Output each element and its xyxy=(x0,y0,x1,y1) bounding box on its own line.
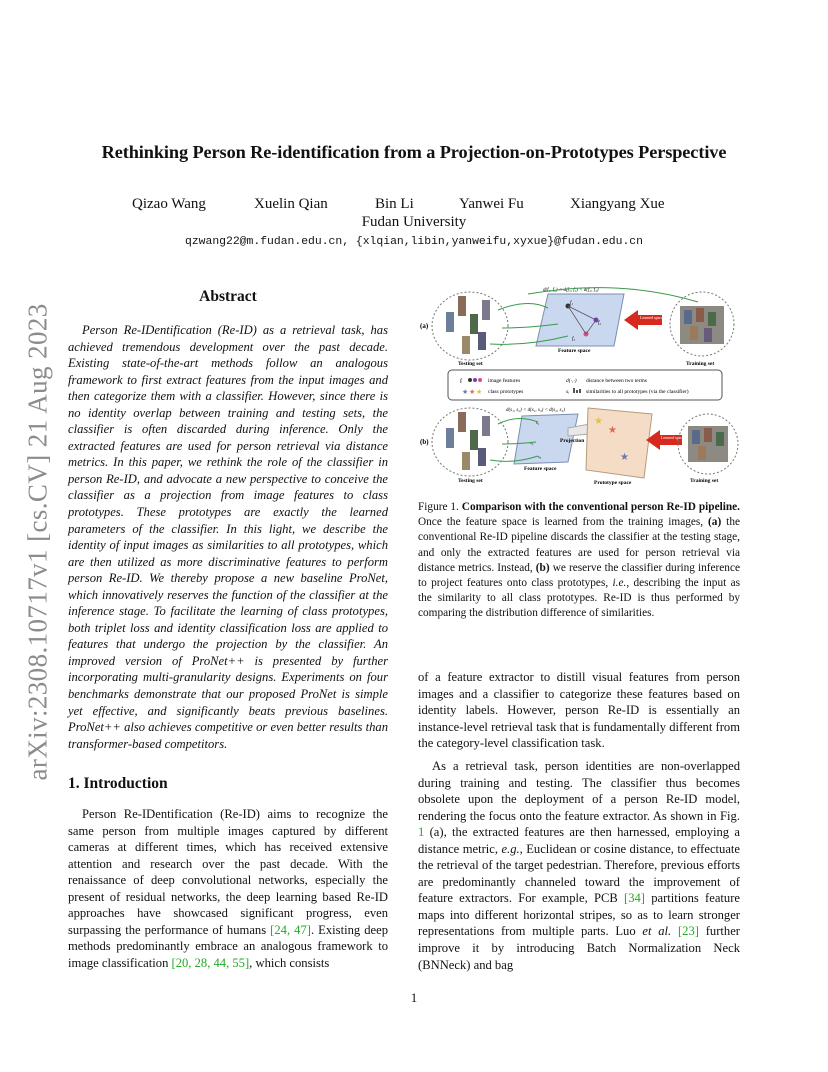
star-icon: ★ xyxy=(594,416,603,427)
caption-text: we reserve the classifier during inference to project features onto class prototypes, xyxy=(418,561,740,590)
section-heading-introduction: 1. Introduction xyxy=(68,775,168,792)
legend-similarities: similarities to all prototypes (via the classifier) xyxy=(586,389,689,395)
paper-title: Rethinking Person Re-identification from a Projection-on-Prototypes Perspective xyxy=(101,142,727,162)
body-text xyxy=(671,924,678,938)
intro-paragraph xyxy=(68,806,388,971)
citation[interactable]: [20, 28, 44, 55] xyxy=(171,955,250,970)
arxiv-stamp: arXiv:2308.10717v1 [cs.CV] 21 Aug 2023 xyxy=(22,303,53,781)
star-icon: ★ xyxy=(469,388,476,396)
caption-text: , describing the input as the similarity to all class prototypes. Re-ID is thus performed by comparing the distribution difference of similarities. xyxy=(418,577,740,620)
body-italic: et al. xyxy=(642,924,672,939)
projection-label: Projection xyxy=(560,438,585,444)
author-3: Bin Li xyxy=(375,196,414,212)
feature-space-plane xyxy=(536,294,624,346)
legend-symbol-f: fᵢ xyxy=(460,378,463,384)
training-set-label-b: Training set xyxy=(690,478,719,484)
s3-label: s₃ xyxy=(538,454,542,459)
caption-text: the conventional Re-ID pipeline discards the classifier at the testing stage, and only the extracted features are used for person retrieval via distance metrics. Instead, xyxy=(418,516,740,574)
testing-set-label-b: Testing set xyxy=(458,478,483,484)
author-4: Yanwei Fu xyxy=(459,196,524,212)
abstract-heading: Abstract xyxy=(199,288,257,305)
learned-space-arrow-b xyxy=(646,430,682,450)
star-icon: ★ xyxy=(620,452,629,463)
s2-label: s₂ xyxy=(530,440,534,445)
distance-equation-a: d(f₁, f₂) < d(f₁, f₃) < d(f₂, f₃) xyxy=(543,288,599,293)
affiliation: Fudan University xyxy=(361,214,467,230)
learned-space-label-b: Learned space xyxy=(661,435,684,440)
page-number: 1 xyxy=(410,990,418,1005)
caption-ref-a: (a) xyxy=(708,516,722,529)
author-2: Xuelin Qian xyxy=(254,196,328,212)
body-italic: e.g. xyxy=(501,841,520,856)
caption-ie: i.e. xyxy=(612,577,627,590)
star-icon: ★ xyxy=(462,388,469,396)
s1-label: s₁ xyxy=(536,420,540,425)
figure-1 xyxy=(418,284,740,490)
panel-a xyxy=(420,288,734,367)
right-paragraph-1: of a feature extractor to distill visual features from person images and a classifier to categorize these features based on identity labels. However, person Re-ID is essentially an instance-level retrieval task that is fundamentally different from the category-level classification task. xyxy=(418,670,740,751)
citation[interactable]: [34] xyxy=(624,891,645,906)
f3-label: f₃ xyxy=(572,337,576,342)
body-text: further improve it by introducing Batch Normalization Neck (BNNeck) and bag xyxy=(418,924,740,972)
feature-space-label-a: Feature space xyxy=(558,348,591,354)
legend-distance: distance between two terms xyxy=(586,378,647,384)
feature-space-label-b: Feature space xyxy=(524,466,557,472)
prototype-space-label: Prototype space xyxy=(594,480,632,486)
star-icon: ★ xyxy=(476,388,483,396)
legend-class-prototypes: class prototypes xyxy=(488,389,524,395)
intro-text: . Existing deep methods predominantly embrace an analogous framework to image classification xyxy=(68,922,388,970)
body-text: (a), the extracted features are then harnessed, employing a distance metric, xyxy=(418,825,740,856)
citation[interactable]: [24, 47] xyxy=(270,922,311,937)
star-icon: ★ xyxy=(608,425,617,436)
panel-b-label: (b) xyxy=(420,438,429,446)
similarity-equation-b: d(s₁, s₂) < d(s₁, s₃) < d(s₂, s₃) xyxy=(506,408,565,413)
training-set-label-a: Training set xyxy=(686,361,715,367)
email-line: qzwang22@m.fudan.edu.cn, {xlqian,libin,yanweifu,xyxue}@fudan.edu.cn xyxy=(185,236,643,248)
person-thumbnails-training-a xyxy=(680,306,724,344)
person-thumbnails-testing xyxy=(446,296,490,354)
person-thumbnails-training-b xyxy=(688,426,728,462)
f1-label: f₁ xyxy=(570,301,574,306)
legend-symbol-s: sᵢ xyxy=(566,389,570,395)
learned-space-arrow-a xyxy=(624,310,662,330)
legend-box xyxy=(448,370,722,400)
legend-symbol-d: d(·,·) xyxy=(566,378,577,384)
intro-text: Person Re-IDentification (Re-ID) aims to recognize the same person from multiple images captured by different cameras at different times, which has received extensive attention and research over the past decade. With the renaissance of deep convolutional networks, especially the present of residual networks, the deep learning based Re-ID approaches have showcased significant progress, even surpassing the performance of humans xyxy=(68,807,388,937)
caption-bold: Comparison with the conventional person Re-ID pipeline. xyxy=(461,501,740,513)
citation[interactable]: [23] xyxy=(677,924,699,939)
legend-image-features: image features xyxy=(488,378,521,384)
panel-b xyxy=(420,408,738,486)
body-text: partitions feature maps into different horizontal stripes, so as to learn stronger representations from multiple parts. Luo xyxy=(418,891,740,939)
caption-text: Once the feature space is learned from the training images, xyxy=(418,516,709,529)
author-1: Qizao Wang xyxy=(132,196,206,212)
caption-ref-b: (b) xyxy=(535,561,550,574)
testing-set-label-a: Testing set xyxy=(458,361,483,367)
panel-a-label: (a) xyxy=(420,322,429,330)
intro-text: , which consists xyxy=(249,955,330,970)
figure-reference[interactable]: 1 xyxy=(418,825,425,840)
learned-space-label-a: Learned space xyxy=(640,315,663,320)
figure-caption xyxy=(418,500,740,622)
f2-label: f₂ xyxy=(598,321,602,326)
author-5: Xiangyang Xue xyxy=(570,196,665,212)
caption-prefix: Figure 1. xyxy=(418,501,462,513)
body-text: , Euclidean or cosine distance, to effectuate the retrieval of the target pedestrian. Therefore, previous efforts are predominantly channeled toward the improvement of feature extractors. For example, PCB xyxy=(418,841,741,906)
right-paragraph-2 xyxy=(418,758,740,973)
abstract-text: Person Re-IDentification (Re-ID) as a retrieval task, has achieved tremendous development over the past decade. Existing state-of-the-art methods follow an analogous framework to first extract features from the input images and then categorize them with a classifier. However, since there is no identity overlap between training and testing sets, the classifier is often discarded during inference. Only the extracted features are used for person retrieval via distance metrics. In this paper, we rethink the role of the classifier in person Re-ID, and advocate a new perspective to conceive the classifier as a projection from image features to class prototypes. These prototypes are exactly the learned parameters of the classifier. In this light, we describe the identity of input images as similarities to all prototypes, which are then utilized as more discriminative features to perform person Re-ID. We thereby propose a new baseline ProNet, which innovatively reserves the function of the classifier at the inference stage. To facilitate the learning of class prototypes, both triplet loss and identity classification loss are applied to features that undergo the projection by the classifier. An improved version of ProNet++ is presented by further incorporating multi-granularity designs. Experiments on four benchmarks demonstrate that our proposed ProNet is simple yet effective, and significantly beats previous baselines. ProNet++ also achieves competitive or even better results than transformer-based competitors. xyxy=(68,323,388,751)
person-thumbnails-testing-b xyxy=(446,412,490,470)
body-text: As a retrieval task, person identities are non-overlapped during training and testing. The classifier thus becomes obsolete upon the deployment of a person Re-ID model, rendering the focus onto the feature extractor. As shown in Fig. xyxy=(418,759,740,823)
